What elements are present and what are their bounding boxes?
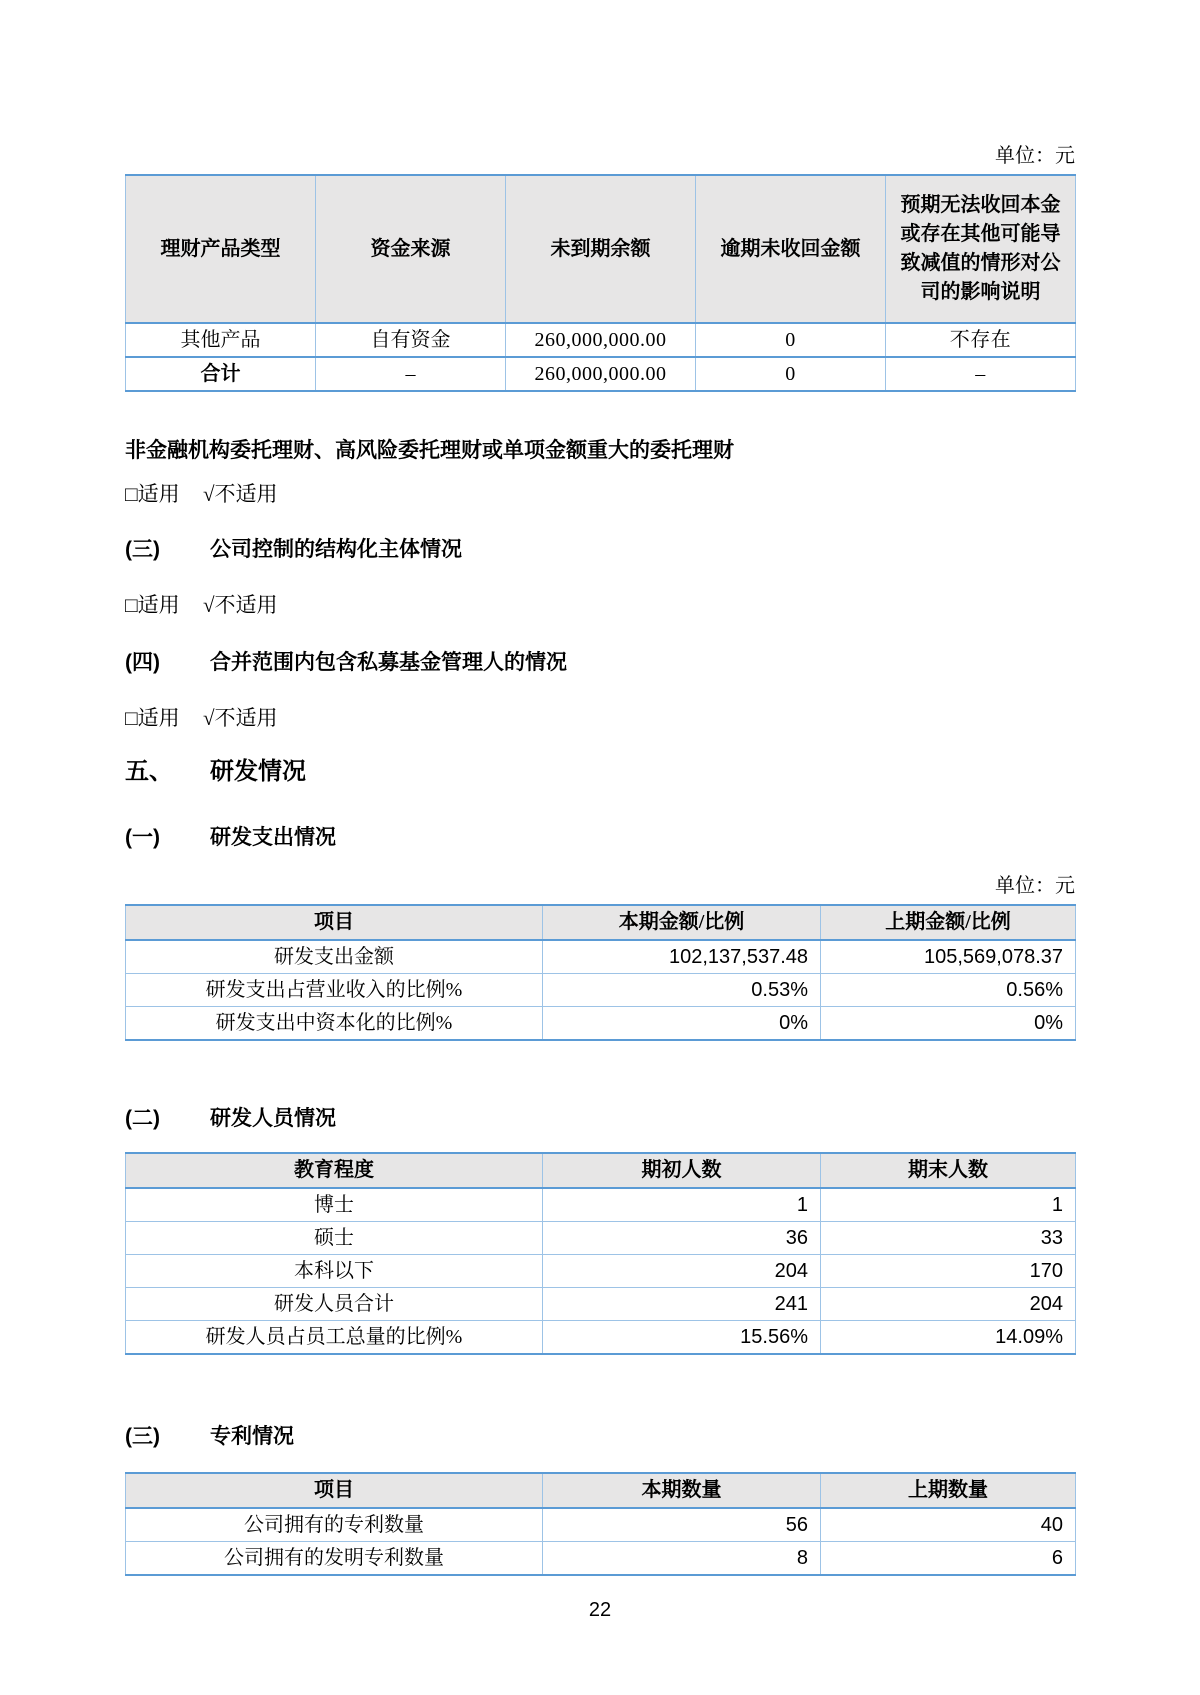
table-cell: 自有资金 [316, 323, 506, 357]
table-cell: 1 [543, 1188, 821, 1222]
table-header-cell: 理财产品类型 [126, 175, 316, 323]
section-title: 公司控制的结构化主体情况 [210, 538, 462, 561]
table-header-row [126, 1473, 1076, 1508]
applicable-checkbox-label: □适用 [125, 593, 180, 617]
table-cell: 其他产品 [126, 323, 316, 357]
table-row [126, 1288, 1076, 1321]
table-row [126, 1188, 1076, 1222]
section-number: (一) [125, 826, 160, 849]
table-cell: 36 [543, 1222, 821, 1255]
chapter-title: 研发情况 [210, 758, 306, 785]
table-cell: 170 [821, 1255, 1076, 1288]
entrusted-finance-paragraph: 非金融机构委托理财、高风险委托理财或单项金额重大的委托理财 [125, 439, 734, 462]
table-header-cell: 逾期未收回金额 [696, 175, 886, 323]
section-title: 研发支出情况 [210, 826, 336, 849]
section-heading-patents [125, 1425, 1075, 1448]
table-cell: 56 [543, 1508, 821, 1542]
table-cell: 研发人员占员工总量的比例% [126, 1321, 543, 1355]
table-cell: 0.53% [543, 974, 821, 1007]
table-row [126, 323, 1076, 357]
table-cell: 204 [821, 1288, 1076, 1321]
table-row [126, 940, 1076, 974]
table-cell: 硕士 [126, 1222, 543, 1255]
section-number: (四) [125, 651, 160, 674]
table-header-cell: 教育程度 [126, 1153, 543, 1188]
table-cell: 研发支出中资本化的比例% [126, 1007, 543, 1041]
table-row [126, 974, 1076, 1007]
table-cell: 14.09% [821, 1321, 1076, 1355]
table-row [126, 1542, 1076, 1576]
table-header-row [126, 1153, 1076, 1188]
table-cell: 0.56% [821, 974, 1076, 1007]
table-cell: 本科以下 [126, 1255, 543, 1288]
table-row [126, 1321, 1076, 1355]
table-header-cell: 项目 [126, 1473, 543, 1508]
table-cell: 研发支出占营业收入的比例% [126, 974, 543, 1007]
table-header-cell: 期初人数 [543, 1153, 821, 1188]
not-applicable-check-label: √不适用 [202, 593, 278, 617]
section-title: 合并范围内包含私募基金管理人的情况 [210, 651, 567, 674]
page-number: 22 [588, 1599, 612, 1621]
section-number: (二) [125, 1107, 160, 1130]
section-number: (三) [125, 538, 160, 561]
table-cell: 0% [543, 1007, 821, 1041]
page-content [125, 0, 1075, 1622]
table-row [126, 1007, 1076, 1041]
table-cell: – [316, 357, 506, 391]
table-cell: 研发人员合计 [126, 1288, 543, 1321]
chapter-number: 五、 [125, 758, 173, 785]
table-cell: 6 [821, 1542, 1076, 1576]
table-header-row [126, 905, 1076, 940]
applicable-checkbox-label: □适用 [125, 482, 180, 506]
table-cell: 260,000,000.00 [506, 323, 696, 357]
table-header-cell: 资金来源 [316, 175, 506, 323]
applicability-line [125, 707, 1075, 730]
applicable-checkbox-label: □适用 [125, 706, 180, 730]
not-applicable-check-label: √不适用 [202, 706, 278, 730]
unit-label: 单位：元 [995, 145, 1075, 167]
table-cell: 博士 [126, 1188, 543, 1222]
table-cell: 0% [821, 1007, 1076, 1041]
table-cell: 204 [543, 1255, 821, 1288]
section-heading-private-fund-managers [125, 651, 1075, 674]
section-heading-rd-personnel [125, 1107, 1075, 1130]
table-cell: 不存在 [886, 323, 1076, 357]
table-header-row [126, 175, 1076, 323]
wealth-management-table [125, 174, 1076, 392]
table-header-cell: 未到期余额 [506, 175, 696, 323]
table-cell: 0 [696, 323, 886, 357]
table-header-cell: 本期金额/比例 [543, 905, 821, 940]
table-header-cell: 预期无法收回本金或存在其他可能导致减值的情形对公司的影响说明 [886, 175, 1076, 323]
applicability-line [125, 594, 1075, 617]
table-cell: 33 [821, 1222, 1076, 1255]
table-row [126, 1255, 1076, 1288]
patent-table [125, 1472, 1076, 1576]
table-header-cell: 期末人数 [821, 1153, 1076, 1188]
chapter-heading-rd [125, 759, 1075, 785]
table-header-cell: 项目 [126, 905, 543, 940]
table-header-cell: 本期数量 [543, 1473, 821, 1508]
table-cell: – [886, 357, 1076, 391]
section-heading-structured-entities [125, 538, 1075, 561]
unit-label: 单位：元 [995, 875, 1075, 897]
table-cell: 合计 [126, 357, 316, 391]
table-cell: 公司拥有的发明专利数量 [126, 1542, 543, 1576]
rd-personnel-table [125, 1152, 1076, 1355]
table-cell: 15.56% [543, 1321, 821, 1355]
section-heading-rd-expense [125, 826, 1075, 849]
table-cell: 260,000,000.00 [506, 357, 696, 391]
section-number: (三) [125, 1425, 160, 1448]
rd-expense-table [125, 904, 1076, 1041]
table-cell: 241 [543, 1288, 821, 1321]
section-title: 研发人员情况 [210, 1107, 336, 1130]
table-cell: 研发支出金额 [126, 940, 543, 974]
table-cell: 105,569,078.37 [821, 940, 1076, 974]
section-title: 专利情况 [210, 1425, 294, 1448]
table-row [126, 1222, 1076, 1255]
table-cell: 0 [696, 357, 886, 391]
table-cell: 8 [543, 1542, 821, 1576]
table-row [126, 1508, 1076, 1542]
table-cell: 40 [821, 1508, 1076, 1542]
not-applicable-check-label: √不适用 [202, 482, 278, 506]
table-cell: 102,137,537.48 [543, 940, 821, 974]
table-cell: 1 [821, 1188, 1076, 1222]
table-cell: 公司拥有的专利数量 [126, 1508, 543, 1542]
applicability-line [125, 483, 1075, 506]
table-header-cell: 上期金额/比例 [821, 905, 1076, 940]
table-header-cell: 上期数量 [821, 1473, 1076, 1508]
table-row [126, 357, 1076, 391]
